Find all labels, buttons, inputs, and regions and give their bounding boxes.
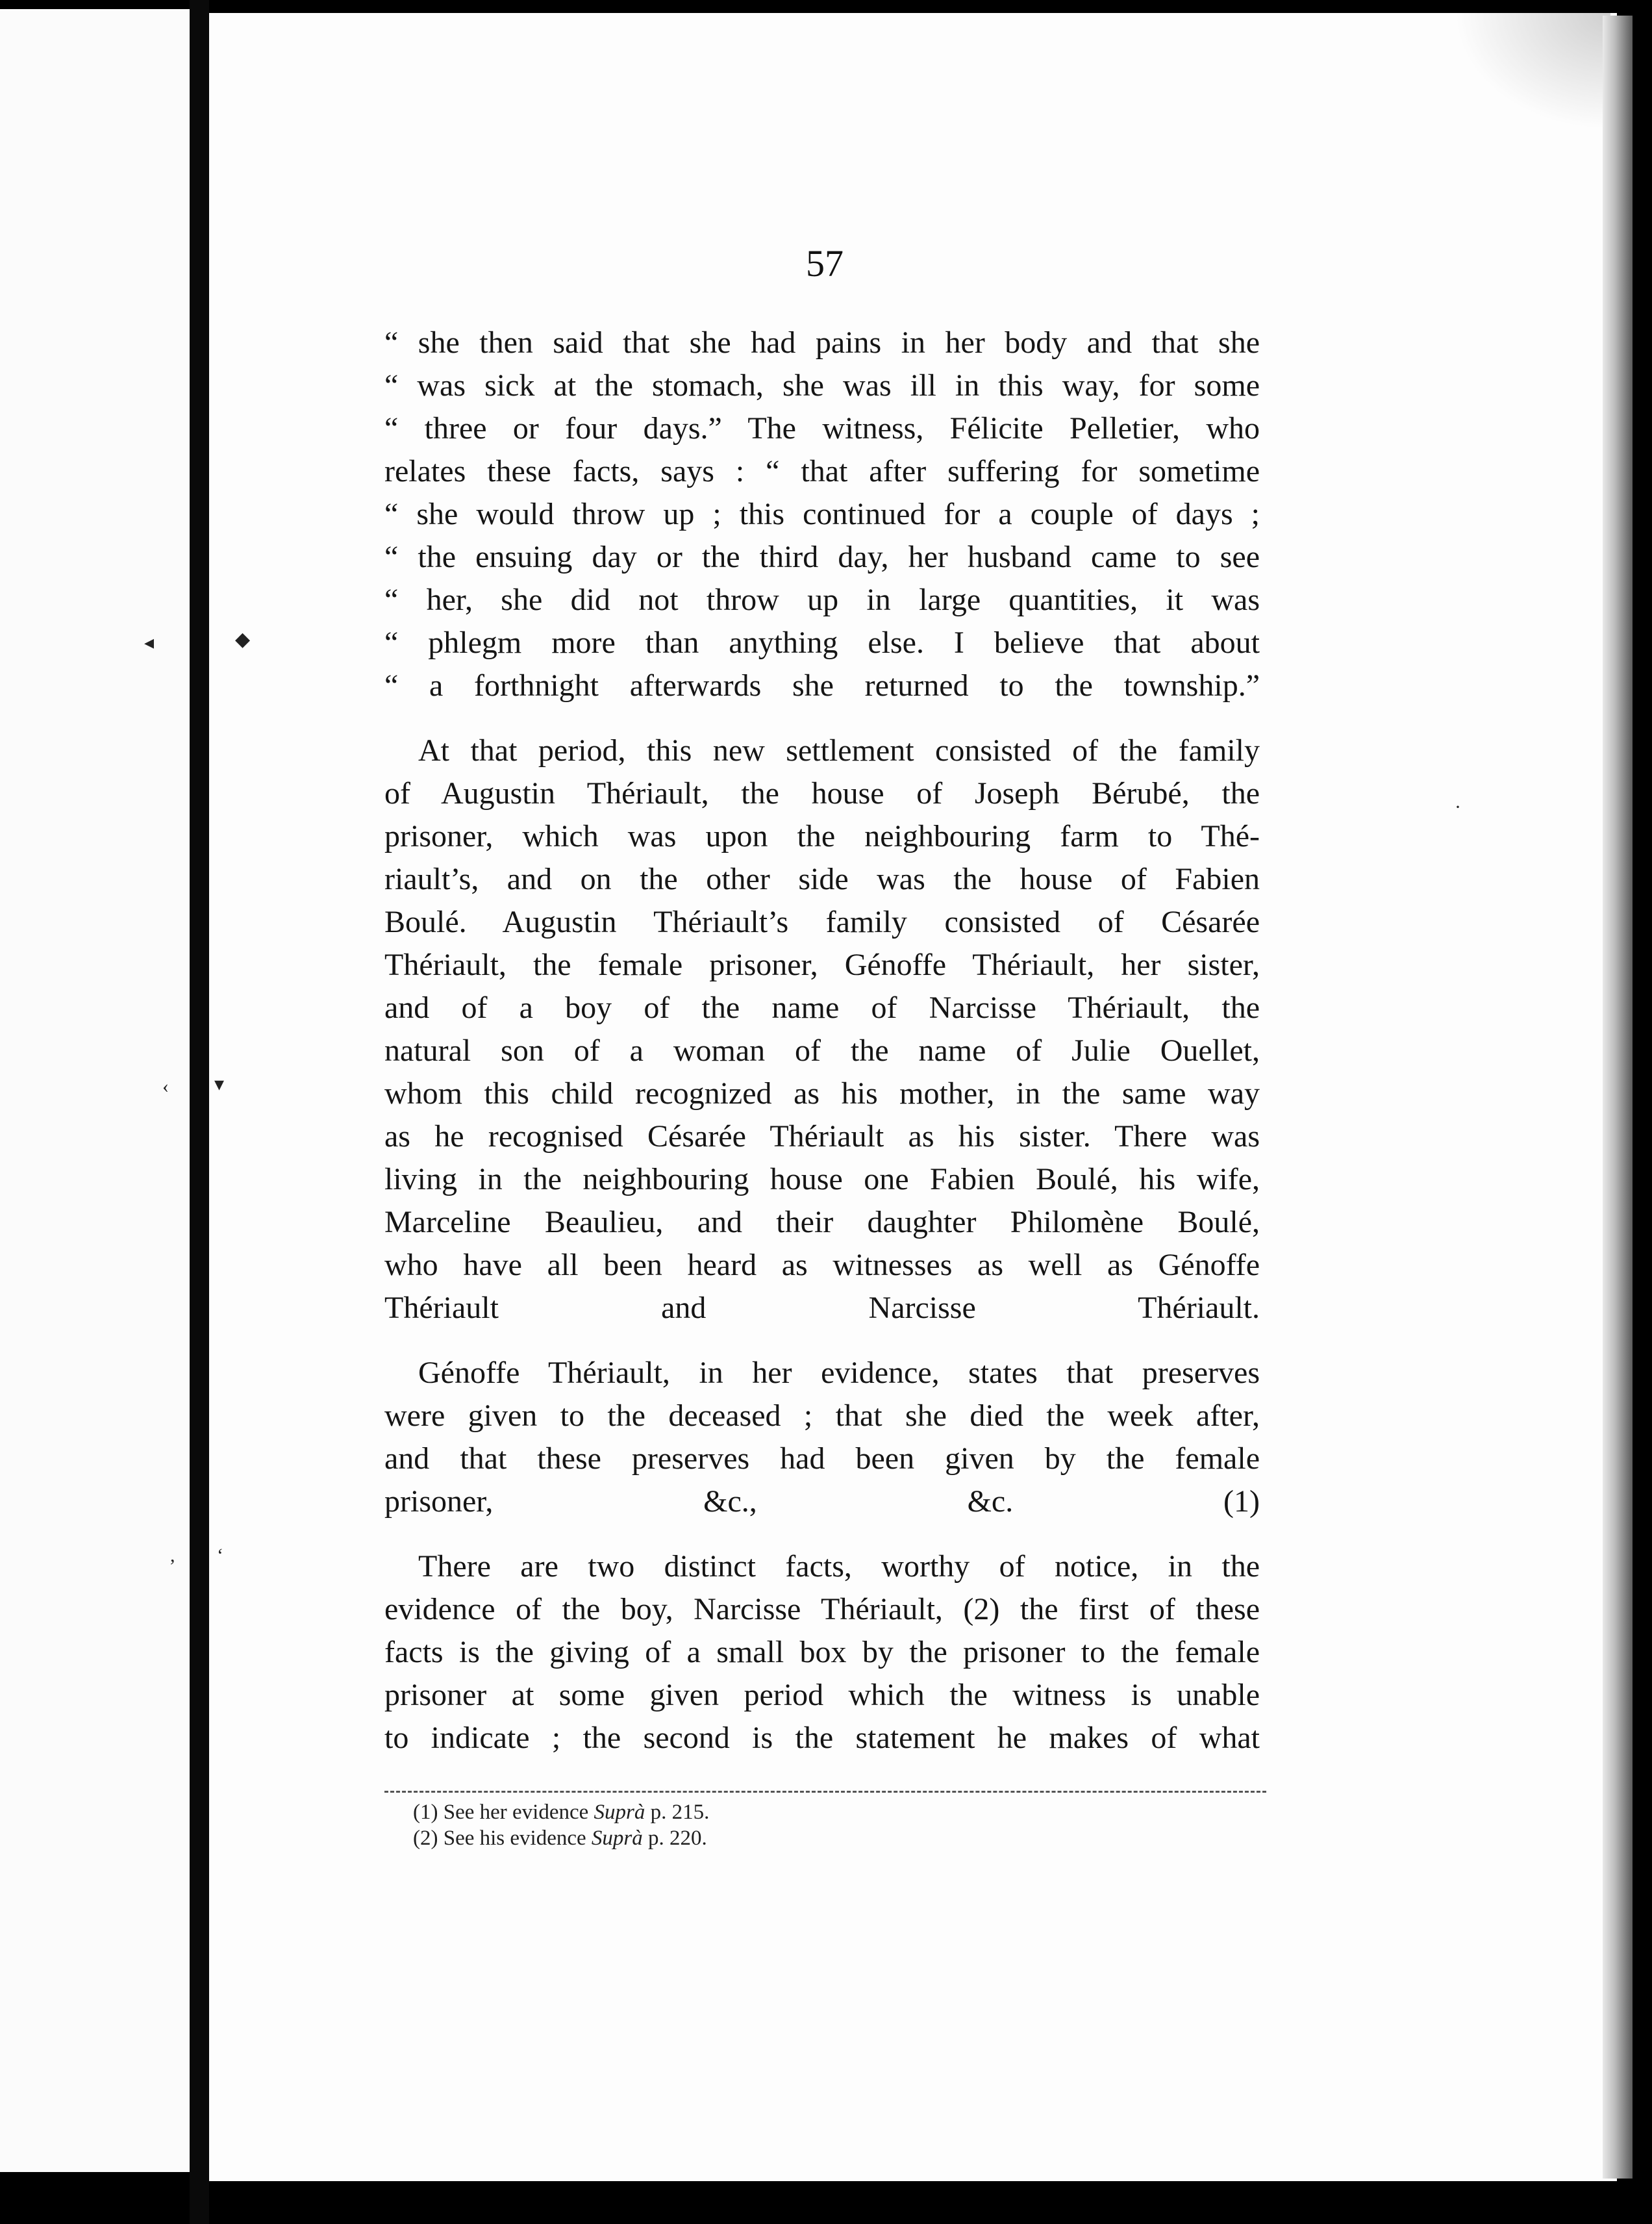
footnote-page: p. 220.	[642, 1826, 707, 1850]
text-line: who have all been heard as witnesses as well as Génoffe	[384, 1248, 1260, 1282]
text-line: “ her, she did not throw up in large quantities, it was	[384, 583, 1260, 617]
paragraph	[384, 729, 1260, 1330]
text-line: “ phlegm more than anything else. I believe that about	[384, 626, 1260, 660]
page-edge	[1603, 16, 1633, 2179]
text-line: living in the neighbouring house one Fabien Boulé, his wife,	[384, 1162, 1260, 1196]
footnote-reference: Suprà	[594, 1801, 645, 1824]
text-line: and that these preserves had been given by the female	[384, 1441, 1260, 1476]
text-line: “ was sick at the stomach, she was ill in this way, for some	[384, 368, 1260, 403]
footnotes	[413, 1799, 709, 1851]
text-line: “ the ensuing day or the third day, her husband came to see	[384, 540, 1260, 574]
text-line: “ a forthnight afterwards she returned to the township.”	[384, 668, 1260, 703]
text-line: prisoner at some given period which the witness is unable	[384, 1678, 1260, 1712]
text-line: relates these facts, says : “ that after suffering for sometime	[384, 454, 1260, 488]
margin-mark: ◆	[235, 629, 251, 650]
margin-mark: ‹	[162, 1076, 169, 1097]
text-line: “ she then said that she had pains in her body and that she	[384, 325, 1260, 360]
text-line: “ three or four days.” The witness, Félicite Pelletier, who	[384, 411, 1260, 446]
text-line: Thériault, the female prisoner, Génoffe Thériault, her sister,	[384, 948, 1260, 982]
text-line: prisoner, &c., &c. (1)	[384, 1484, 1260, 1519]
footnote-page: p. 215.	[645, 1801, 710, 1824]
text-line: evidence of the boy, Narcisse Thériault, (2) the first of these	[384, 1592, 1260, 1626]
text-line: natural son of a woman of the name of Julie Ouellet,	[384, 1033, 1260, 1068]
text-line: prisoner, which was upon the neighbouring farm to Thé-	[384, 819, 1260, 853]
paragraph	[384, 1352, 1260, 1523]
body-text	[384, 322, 1260, 1760]
footnote-text: (2) See his evidence	[413, 1826, 592, 1850]
margin-mark: ◂	[144, 632, 155, 653]
text-line: Génoffe Thériault, in her evidence, states that preserves	[418, 1356, 1260, 1390]
paragraph	[384, 1545, 1260, 1760]
text-line: Thériault and Narcisse Thériault.	[384, 1291, 1260, 1325]
text-line: At that period, this new settlement consisted of the family	[418, 733, 1260, 768]
text-line: and of a boy of the name of Narcisse Thériault, the	[384, 991, 1260, 1025]
margin-mark: ,	[170, 1545, 175, 1566]
footnote-reference: Suprà	[591, 1826, 643, 1850]
text-line: were given to the deceased ; that she died the week after,	[384, 1398, 1260, 1433]
page-number: 57	[806, 242, 844, 284]
footnote-text: (1) See her evidence	[413, 1801, 594, 1824]
text-line: whom this child recognized as his mother, in the same way	[384, 1076, 1260, 1111]
paragraph	[384, 322, 1260, 707]
text-line: of Augustin Thériault, the house of Joseph Bérubé, the	[384, 776, 1260, 811]
text-line: There are two distinct facts, worthy of notice, in the	[418, 1549, 1260, 1584]
text-line: “ she would throw up ; this continued for a couple of days ;	[384, 497, 1260, 531]
text-line: as he recognised Césarée Thériault as his sister. There was	[384, 1119, 1260, 1154]
text-line: Boulé. Augustin Thériault’s family consisted of Césarée	[384, 905, 1260, 939]
footnote	[413, 1825, 709, 1851]
footnote	[413, 1799, 709, 1825]
text-line: to indicate ; the second is the statement he makes of what	[384, 1721, 1260, 1755]
margin-mark: ▾	[214, 1074, 225, 1095]
text-line: Marceline Beaulieu, and their daughter Philomène Boulé,	[384, 1205, 1260, 1239]
margin-mark: ·	[1455, 796, 1461, 818]
page-corner-shadow	[1455, 13, 1610, 130]
text-line: facts is the giving of a small box by the prisoner to the female	[384, 1635, 1260, 1669]
facing-page	[0, 9, 190, 2172]
margin-mark: ‘	[217, 1545, 223, 1566]
text-line: riault’s, and on the other side was the house of Fabien	[384, 862, 1260, 896]
footnote-rule	[384, 1791, 1266, 1793]
book-gutter	[190, 0, 209, 2224]
